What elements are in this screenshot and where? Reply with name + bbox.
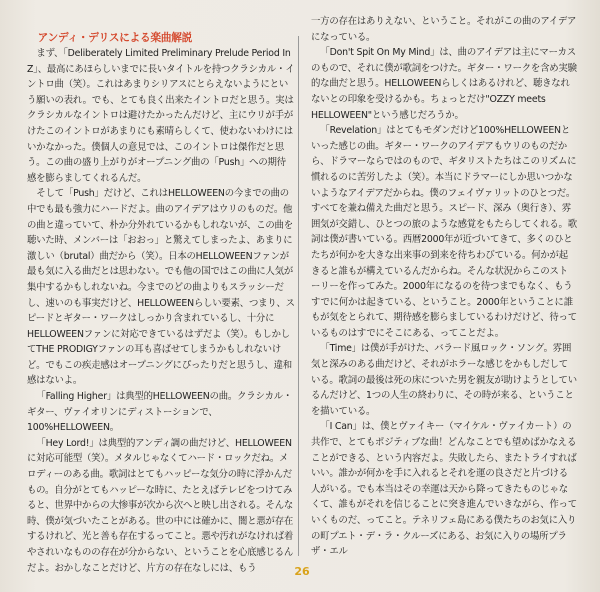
paragraph-dont-spit: 「Don't Spit On My Mind」は、曲のアイデアは主にマーカスのもので、それに僕が歌詞をつけた。ギター・ワークを含め実験的な曲だと思う。HELLOWEENらしくはあるけれど、聴きなれないとの印象を受けるかも。ちょっとだけ"OZZY meets HELLOWEEN"という感じだろうか。 [311, 47, 577, 121]
paragraph-time: 「Time」は僕が手がけた、バラード風ロック・ソング。雰囲気と深みのある曲だけど、それがホラーな感じをかもしだしている。歌詞の最後は死の床についた男を親友が助けようとしているんだけど、1つの人生の終わりに、その時が来る、ということを描いている。 [311, 343, 577, 417]
left-column [27, 30, 295, 576]
paragraph-hey-lord: 「Hey Lord!」は典型的アンディ調の曲だけど、HELLOWEENに対応可能型（笑）。メタルじゃなくてハード・ロックだね。メロディーのある曲。歌詞はとてもハッピーな気分の時に浮かんだもの。自分がとてもハッピーな時に、たとえばテレビをつけてみると、世界中からの大惨事が次から次へと映し出される。そんな時、僕が気づいたことがある。世の中には確かに、闇と悪が存在するけれど、光と善も存在するってこと。悪や汚れがなければ着やされいなものの存在が分からない、ということを心底感じるんだよ。おかしなことだけど、片方の存在なしには、もう [27, 437, 294, 574]
paragraph-intro: まず、「Deliberately Limited Preliminary Prelude Period In Z」、最高にあほらしいまでに長いタイトルを持つクラシカル・イントロ曲（笑）。これはあまりシリアスにとらえないようにという願いの表れ。でも、とても良く出来たイントロだと思う。実はクラシカルなイントロは避けたかったんだけど、主にウリが手がけたこのイントロがあまりにも素晴らしくて、使わないわけにはいかなかった。僕個人の意見では、このイントロは傑作だと思う。この曲の盛り上がりがオープニング曲の「Push」への期待感を膨らましてくれるんだ。 [27, 48, 295, 184]
paragraph-revelation: 「Revelation」はとてもモダンだけど100%HELLOWEENといった感じの曲。ギター・ワークのアイデアもウリのものだから、ドラマーならではのもので、ギタリストたちはこのリズムに慣れるのに苦労したよ（笑）。本当にドラマーにしか思いつかないようなアイデアだからね。僕のフェイヴァリットのひとつだ。すべてを兼ね備えた曲だと思う。スピード、深み（奥行き）、雰囲気が交錯し、ひとつの旅のような感覚をもたらしてくれる。歌詞は僕が書いている。西暦2000年が近づいてきて、多くのひとたちが何かを大きな出来事の到来を待ちわびている。何かが起きると誰もが構えているんだからね。そんな状況からこのストーリーを作ってみた。2000年になるのを待つまでもなく、もうすでに何かは起きている、ということ。2000年ということに誰もが気をとられて、期待感を膨らましているわけだけど、待っているものはすでにそこにある、ってことだよ。 [311, 125, 577, 339]
paragraph-falling-higher: 「Falling Higher」は典型的HELLOWEENの曲。クラシカル・ギター、ヴァイオリンにディストーションで、100%HELLOWEEN。 [27, 391, 293, 434]
paragraph-push: そして「Push」だけど、これはHELLOWEENの今までの曲の中でも最も強力にハードだよ。曲のアイデアはウリのものだ。他の曲と違っていて、朴か分外れているかもしれないが、この曲を聴いた時、メンバーは「おおっ」と驚えてしまったよ、あまりに激しい（brutal）曲だから（笑）。日本のHELLOWEENファンが最も気に入る曲だとは思わない。でも他の国ではこの曲に人気が集中するかもしれないね。今までのどの曲よりもスラッシーだし、速いのも事実だけど、HELLOWEENらしい要素、つまり、スピードとギター・ワークはしっかり含まれているし、十分にHELLOWEENファンに対応できているはずだよ（笑）。もしかしてTHE PRODIGYファンの耳も喜ばせてしまうかもしれないけど。でもこの疾走感はオープニングにぴったりだと思うし、違和感はないよ。 [27, 188, 295, 387]
page-number: 26 [294, 565, 310, 578]
section-heading: アンディ・デリスによる楽曲解説 [37, 32, 193, 44]
right-column [311, 14, 577, 560]
paragraph-i-can: 「I Can」は、僕とヴァイキー（マイケル・ヴァイカート）の共作で、とてもポジティブな曲！どんなことでも望めばかなえることができる、という内容だよ。失敗したら、またトライすればいい。誰かが何かを手に入れるとそれを運の良さだと片づける人がいる。でも本当はその幸運は天から降ってきたものじゃなくて、誰もがそれを信じることに突き進んでいきながら、作っていくものだ、ってこと。テネリフェ島にある僕たちのお気に入りの町プエト・デ・ラ・クルーズにある、お気に入りの場所プラザ・エル [311, 421, 577, 558]
paragraph-continuation: 一方の存在はありえない、ということ。それがこの曲のアイデアになっている。 [311, 16, 577, 43]
column-divider [298, 36, 299, 556]
